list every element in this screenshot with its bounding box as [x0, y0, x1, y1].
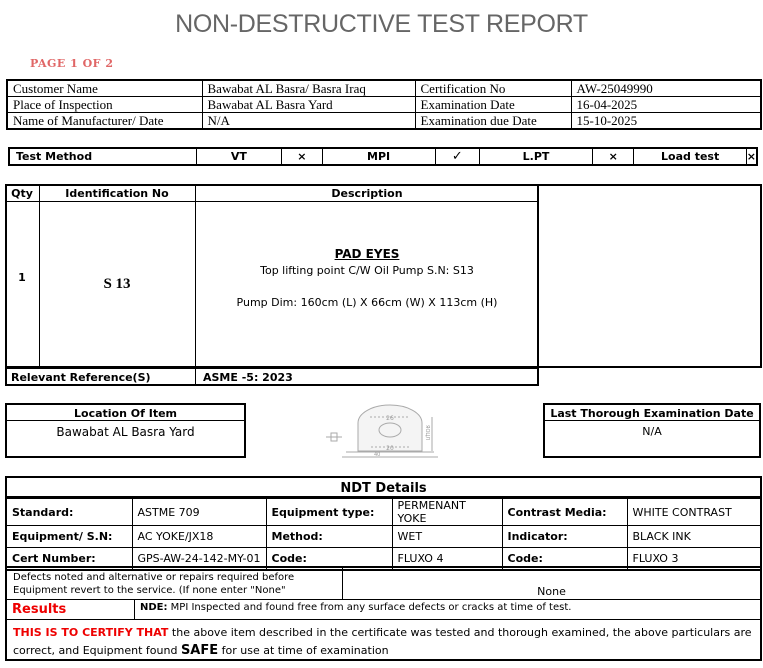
report-title: NON-DESTRUCTIVE TEST REPORT	[175, 10, 588, 38]
code-label: Code:	[266, 548, 392, 570]
drawing-dimension-base: 40	[374, 452, 381, 458]
manufacturer-label: Name of Manufacturer/ Date	[7, 113, 202, 130]
equipment-type-value: PERMENANT YOKE	[392, 499, 502, 526]
standard-label: Standard:	[6, 499, 132, 526]
page-indicator: PAGE 1 OF 2	[30, 57, 114, 70]
last-exam-value: N/A	[642, 425, 662, 438]
info-table	[6, 79, 762, 130]
certify-safe: SAFE	[180, 643, 219, 658]
ndt-title: NDT Details	[340, 481, 427, 496]
lpt-label: L.PT	[479, 148, 592, 165]
due-date-value: 15-10-2025	[571, 113, 761, 130]
equipment-type-label: Equipment type:	[266, 499, 392, 526]
load-test-mark: ×	[746, 150, 756, 163]
cert-no-label: Certification No	[415, 80, 571, 97]
results-block	[5, 566, 762, 661]
qty-value: 1	[18, 271, 26, 284]
certification-statement	[13, 624, 758, 660]
place-value: Bawabat AL Basra Yard	[202, 97, 415, 113]
test-method-label: Test Method	[9, 148, 196, 165]
mpi-label: MPI	[322, 148, 435, 165]
results-label: Results	[12, 602, 67, 617]
indicator-label: Indicator:	[502, 526, 627, 548]
place-label: Place of Inspection	[7, 97, 202, 113]
certify-text-line-2a: correct, and Equipment found	[13, 644, 181, 657]
nde-label: NDE:	[140, 602, 168, 613]
drawing-dimension-bottom: 20	[386, 445, 394, 452]
certify-heading: THIS IS TO CERTIFY THAT	[13, 626, 169, 639]
qty-header: Qty	[11, 187, 33, 200]
equipment-sn-value: AC YOKE/JX18	[132, 526, 266, 548]
customer-name-value: Bawabat AL Basra/ Basra Iraq	[202, 80, 415, 97]
description-line-2: Pump Dim: 160cm (L) X 66cm (W) X 113cm (H)	[236, 296, 498, 309]
lpt-mark: ×	[593, 148, 634, 165]
last-exam-label: Last Thorough Examination Date	[550, 407, 754, 420]
items-grid	[5, 184, 539, 386]
cert-no-value: AW-25049990	[571, 80, 761, 97]
identification-header: Identification No	[65, 187, 169, 200]
last-exam-box	[543, 403, 761, 458]
drawing-side-label: ЯОЦЛ	[424, 425, 430, 441]
pad-eye-drawing	[246, 403, 543, 458]
method-label: Method:	[266, 526, 392, 548]
cert-number-label: Cert Number:	[6, 548, 132, 570]
standard-value: ASTME 709	[132, 499, 266, 526]
code-value: FLUXO 4	[392, 548, 502, 570]
exam-date-value: 16-04-2025	[571, 97, 761, 113]
equipment-sn-label: Equipment/ S.N:	[6, 526, 132, 548]
location-value: Bawabat AL Basra Yard	[56, 425, 195, 439]
ndt-table	[5, 498, 762, 571]
method-value: WET	[392, 526, 502, 548]
defects-value: None	[537, 585, 566, 598]
nde-text: MPI Inspected and found free from any surface defects or cracks at time of test.	[167, 602, 572, 613]
description-title: PAD EYES	[334, 247, 400, 261]
manufacturer-value: N/A	[202, 113, 415, 130]
ndt-title-box	[5, 476, 762, 498]
vt-mark: ×	[282, 148, 322, 165]
relevant-reference-label: Relevant Reference(S)	[11, 371, 151, 384]
relevant-reference-value: ASME -5: 2023	[203, 371, 293, 384]
contrast-media-label: Contrast Media:	[502, 499, 627, 526]
mpi-check-mark: ✓	[435, 148, 479, 165]
code-2-value: FLUXO 3	[627, 548, 761, 570]
certify-text-line-1: the above item described in the certificate was tested and thorough examined, the above particulars are	[168, 626, 752, 639]
defects-text-line-2: Equipment revert to the service. (If none enter "None"	[13, 585, 286, 596]
indicator-value: BLACK INK	[627, 526, 761, 548]
defects-text-line-1: Defects noted and alternative or repairs required before	[13, 572, 295, 583]
description-header: Description	[331, 187, 403, 200]
drawing-dimension-top: 26	[386, 415, 394, 422]
test-method-table	[8, 147, 758, 166]
cert-number-value: GPS-AW-24-142-MY-01	[132, 548, 266, 570]
due-date-label: Examination due Date	[415, 113, 571, 130]
nde-result	[140, 602, 571, 613]
contrast-media-value: WHITE CONTRAST	[627, 499, 761, 526]
exam-date-label: Examination Date	[415, 97, 571, 113]
load-test-label: Load test	[634, 148, 746, 165]
code-2-label: Code:	[502, 548, 627, 570]
identification-value: S 13	[103, 276, 131, 292]
location-box	[5, 403, 246, 458]
vt-label: VT	[196, 148, 282, 165]
description-line-1: Top lifting point C/W Oil Pump S.N: S13	[260, 264, 474, 277]
location-label: Location Of Item	[74, 407, 177, 420]
customer-name-label: Customer Name	[7, 80, 202, 97]
certify-text-line-2b: for use at time of examination	[218, 644, 389, 657]
